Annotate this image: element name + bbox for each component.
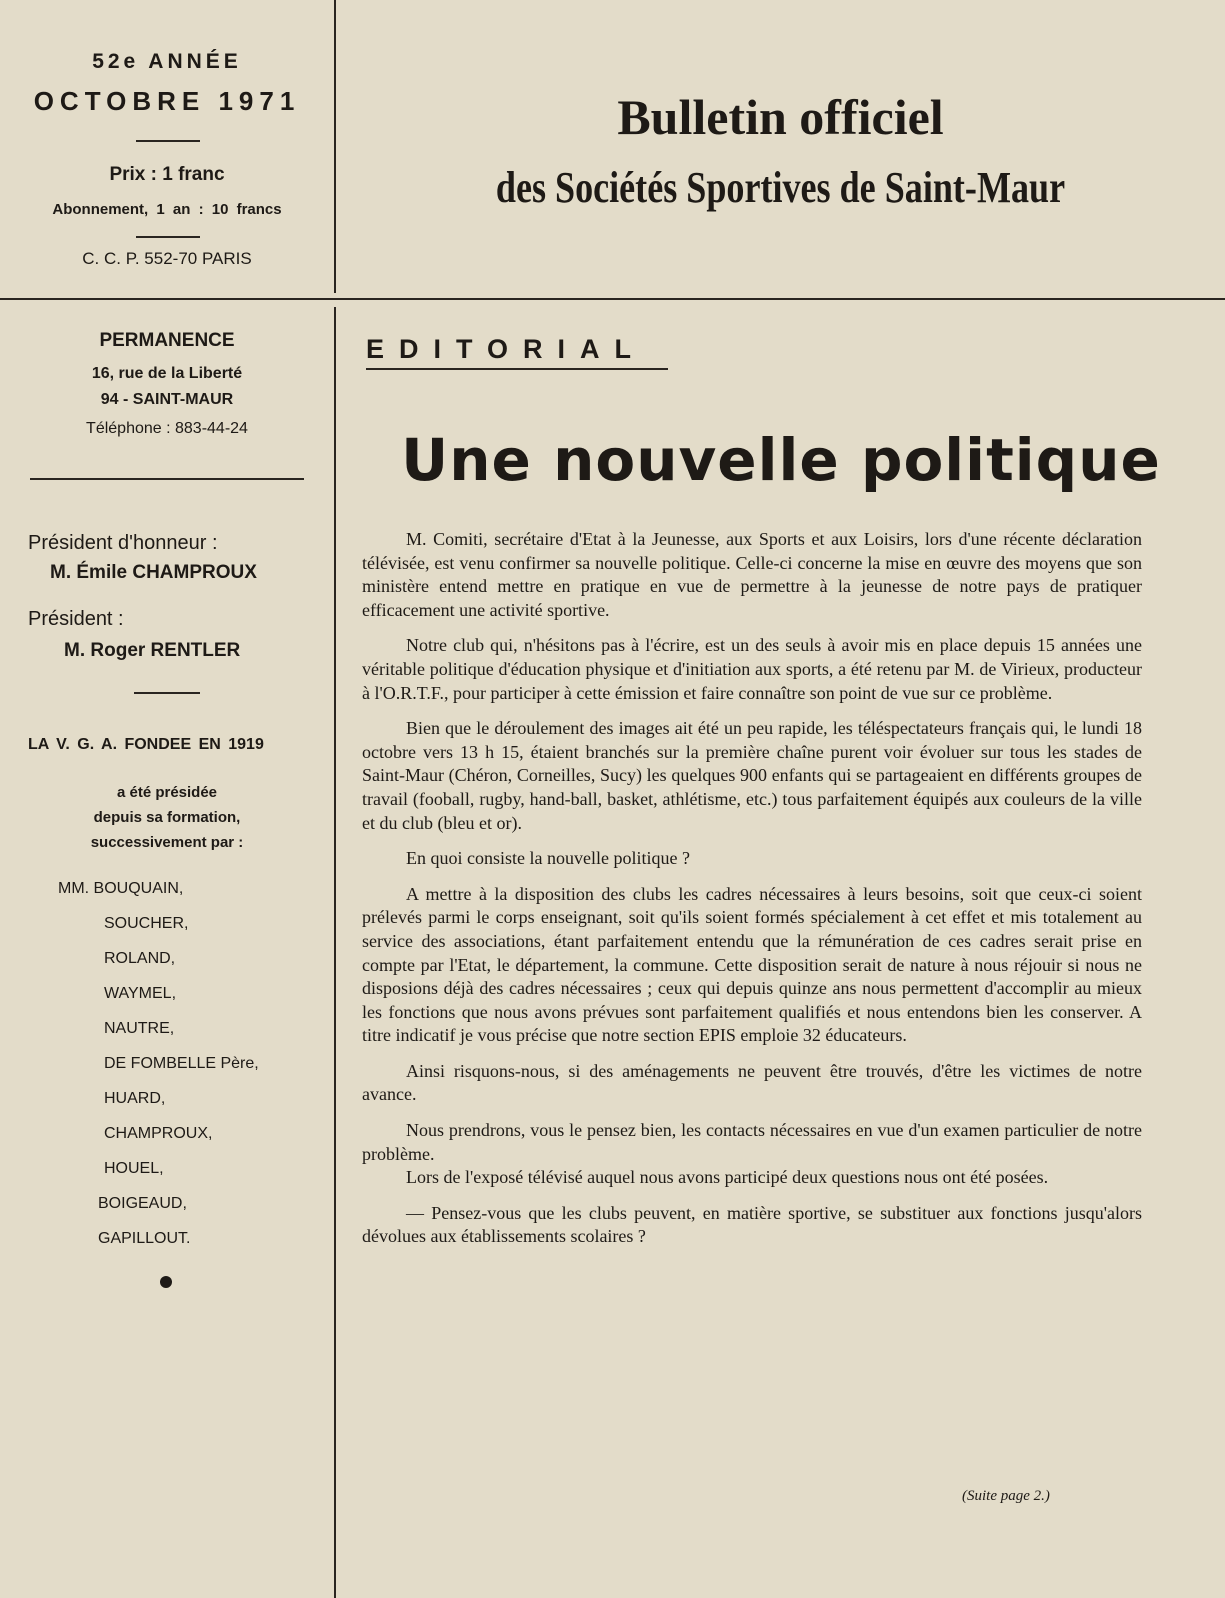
article-body [362,528,1142,1261]
past-president: ROLAND, [104,950,176,967]
past-president: HOUEL, [104,1160,164,1177]
section-underline [366,368,668,370]
address-line: 16, rue de la Liberté [91,365,243,382]
divider [30,478,304,480]
presided-text: successivement par : [90,834,244,851]
address-line: 94 - SAINT-MAUR [100,391,234,408]
publication-title: Bulletin officiel [617,89,944,145]
past-president: BOIGEAUD, [98,1195,187,1212]
permanence-heading: PERMANENCE [99,330,235,351]
past-president: NAUTRE, [104,1020,175,1037]
article-paragraph: — Pensez-vous que les clubs peuvent, en matière sportive, se substituer aux fonctions jusqu'alors dévolues aux établissements scolaires ? [362,1202,1142,1247]
past-president: SOUCHER, [104,915,189,932]
article-paragraph: A mettre à la disposition des clubs les cadres nécessaires à leurs besoins, soit que ceux-ci soient prélevés parmi le corps enseignant, soit qu'ils soient formés spécialement à cet effet et mis totalement au service des associations, étant parfaitement entendu que la rémunération de ces cadres serait prise en compte par l'Etat, le département, la commune. Cette disposition serait de nature à nous réjouir si nous ne disposions déjà des cadres nécessaires ; ceux qui depuis quinze ans nous permettent d'accomplir au mieux les fonctions que nous avons prévues sont parfaitement qualifiés et nous entendons bien les conserver. A titre indicatif je vous précise que notre section EPIS emploie 32 éducateurs. [362,883,1142,1046]
president-name: M. Roger RENTLER [64,640,241,661]
divider [134,692,200,694]
article-paragraph: Notre club qui, n'hésitons pas à l'écrire, est un des seuls à avoir mis en place depuis 15 années une véritable politique d'éducation physique et d'initiation aux sports, a été retenu par M. de Virieux, producteur à l'O.R.T.F., pour participer à cette émission et faire connaître son point de vue sur ce problème. [362,635,1142,703]
subscription: Abonnement, 1 an : 10 francs [52,201,282,218]
presided-text: depuis sa formation, [93,809,241,826]
presided-text: a été présidée [116,784,218,801]
phone-number: Téléphone : 883-44-24 [86,420,248,437]
past-president: GAPILLOUT. [98,1230,191,1247]
divider [136,140,200,142]
article-paragraph: Ainsi risquons-nous, si des aménagements ne peuvent être trouvés, d'être les victimes de notre avance. [362,1060,1142,1105]
article-paragraph: Nous prendrons, vous le pensez bien, les contacts nécessaires en vue d'un examen particulier de notre problème. [362,1120,1142,1164]
club-founding: LA V. G. A. FONDEE EN 1919 [28,736,264,753]
issue-date: OCTOBRE 1971 [33,86,301,116]
masthead-divider [0,298,1225,300]
president-label: Président : [28,608,124,630]
honorary-president-label: Président d'honneur : [28,532,218,554]
article-headline: Une nouvelle politique [401,426,1161,494]
past-president: MM. BOUQUAIN, [58,880,184,897]
past-president: WAYMEL, [104,985,177,1002]
article-paragraph: En quoi consiste la nouvelle politique ? [406,848,690,869]
article-paragraph: Bien que le déroulement des images ait été un peu rapide, les téléspectateurs français qui, le lundi 18 octobre vers 13 h 15, étaient branchés sur la première chaîne purent voir évoluer sur tous les stades de Saint-Maur (Chéron, Corneilles, Sucy) les quelques 900 enfants qui se partageaient en différents groupes de travail (fooball, rugby, hand-ball, basket, athlétisme, etc.) tous parfaitement équipés aux couleurs de la ville et du club (bleu et or). [362,718,1142,833]
past-president: DE FOMBELLE Père, [104,1055,259,1072]
masthead-column-divider [334,0,336,293]
past-president: HUARD, [104,1090,166,1107]
continued-note: (Suite page 2.) [962,1488,1050,1504]
divider [136,236,200,238]
publication-subtitle: des Sociétés Sportives de Saint-Maur [495,163,1066,212]
postal-account: C. C. P. 552-70 PARIS [82,249,252,268]
honorary-president-name: M. Émile CHAMPROUX [50,562,257,583]
article-paragraph: M. Comiti, secrétaire d'Etat à la Jeunesse, aux Sports et aux Loisirs, lors d'une récente déclaration télévisée, est venu confirmer sa nouvelle politique. Celle-ci concerne la mise en œuvre des moyens que son ministère entend mettre en pratique en vue de permettre à la jeunesse de notre pays de pratiquer efficacement une activité sportive. [362,529,1142,620]
bullet-ornament [160,1276,172,1288]
price: Prix : 1 franc [109,164,225,185]
issue-year: 52e ANNÉE [92,50,242,73]
past-president: CHAMPROUX, [104,1125,213,1142]
section-label: EDITORIAL [366,334,647,364]
body-column-divider [334,307,336,1598]
article-paragraph: Lors de l'exposé télévisé auquel nous avons participé deux questions nous ont été posées. [406,1167,1049,1188]
